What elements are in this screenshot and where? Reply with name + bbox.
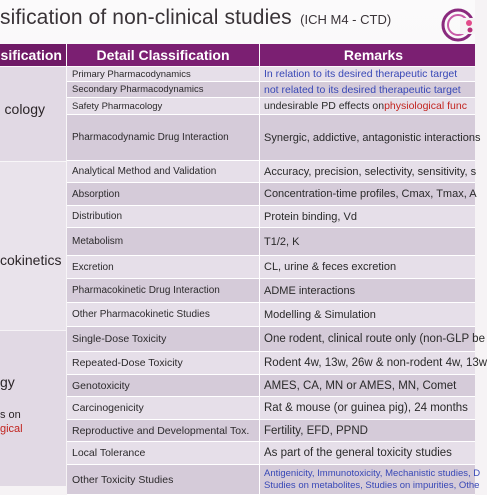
detail-cell: Safety Pharmacology — [67, 98, 259, 115]
detail-cell: Pharmacokinetic Drug Interaction — [67, 279, 259, 303]
table-row — [67, 183, 475, 206]
table-body — [67, 67, 487, 495]
table-row — [67, 465, 481, 495]
category-cell-pharmacokinetics — [0, 162, 66, 330]
detail-cell: Excretion — [67, 256, 259, 279]
remarks-cell — [259, 98, 475, 115]
category-pharmacology: cology — [4, 101, 45, 117]
detail-cell: Other Toxicity Studies — [67, 465, 259, 495]
category-note-line1: s on — [0, 409, 21, 421]
table-row — [67, 397, 475, 420]
remarks-cell: T1/2, K — [259, 228, 475, 256]
detail-cell: Metabolism — [67, 228, 259, 256]
detail-cell: Absorption — [67, 183, 259, 206]
remarks-cell: Fertility, EFD, PPND — [259, 420, 475, 442]
detail-cell: Distribution — [67, 206, 259, 228]
table-row — [67, 256, 475, 279]
title-subtitle: (ICH M4 - CTD) — [300, 12, 392, 27]
title-main: sification of non-clinical studies — [0, 6, 292, 29]
table-row — [67, 115, 481, 161]
remarks-cell: Accuracy, precision, selectivity, sensitivity, s — [259, 161, 475, 183]
remarks-line-1: Antigenicity, Immunotoxicity, Mechanistic studies, D — [264, 467, 481, 479]
category-note-line2: gical — [0, 423, 23, 435]
remarks-cell: Synergic, addictive, antagonistic interactions — [259, 115, 475, 161]
remarks-cell: One rodent, clinical route only (non-GLP be — [259, 327, 475, 352]
table-row — [67, 82, 475, 98]
remarks-cell: AMES, CA, MN or AMES, MN, Comet — [259, 375, 475, 397]
table-row — [67, 161, 475, 183]
remarks-cell: Rat & mouse (or guinea pig), 24 months — [259, 397, 475, 420]
category-pharmacokinetics: cokinetics — [0, 252, 62, 268]
remarks-cell: As part of the general toxicity studies — [259, 442, 475, 465]
remarks-cell: Modelling & Simulation — [259, 303, 475, 327]
remarks-cell: ADME interactions — [259, 279, 475, 303]
table-row — [67, 420, 475, 442]
conference-logo-icon — [436, 8, 476, 42]
table-row — [67, 352, 487, 375]
header-classification: sification — [0, 44, 66, 66]
detail-cell: Pharmacodynamic Drug Interaction — [67, 115, 259, 161]
remarks-cell: In relation to its desired therapeutic target — [259, 67, 475, 82]
detail-cell: Primary Pharmacodynamics — [67, 67, 259, 82]
table-row — [67, 442, 475, 465]
category-toxicology: gy — [0, 374, 15, 390]
table-row — [67, 375, 475, 397]
header-detail-classification: Detail Classification — [67, 44, 259, 66]
detail-cell: Genotoxicity — [67, 375, 259, 397]
detail-cell: Reproductive and Developmental Tox. — [67, 420, 259, 442]
remarks-highlight: physiological func — [384, 100, 467, 112]
table-row — [67, 327, 485, 352]
detail-cell: Single-Dose Toxicity — [67, 327, 259, 352]
remarks-cell: CL, urine & feces excretion — [259, 256, 475, 279]
remarks-cell: Concentration-time profiles, Cmax, Tmax, A — [259, 183, 475, 206]
detail-cell: Local Tolerance — [67, 442, 259, 465]
header-remarks: Remarks — [260, 44, 475, 66]
detail-cell: Other Pharmacokinetic Studies — [67, 303, 259, 327]
detail-cell: Secondary Pharmacodynamics — [67, 82, 259, 98]
detail-cell: Repeated-Dose Toxicity — [67, 352, 259, 375]
remarks-cell: Protein binding, Vd — [259, 206, 475, 228]
remarks-line-2: Studies on metabolites, Studies on impurities, Othe — [264, 479, 480, 491]
table-row — [67, 206, 475, 228]
detail-cell: Analytical Method and Validation — [67, 161, 259, 183]
table-row — [67, 67, 475, 82]
table-row — [67, 279, 475, 303]
remarks-cell: not related to its desired therapeutic target — [259, 82, 475, 98]
remarks-cell — [259, 465, 481, 495]
table-row — [67, 228, 475, 256]
slide-title — [0, 6, 391, 36]
table-row — [67, 98, 475, 115]
remarks-cell: Rodent 4w, 13w, 26w & non-rodent 4w, 13w — [259, 352, 475, 375]
remarks-text: undesirable PD effects on — [264, 100, 385, 112]
table-row — [67, 303, 475, 327]
detail-cell: Carcinogenicity — [67, 397, 259, 420]
